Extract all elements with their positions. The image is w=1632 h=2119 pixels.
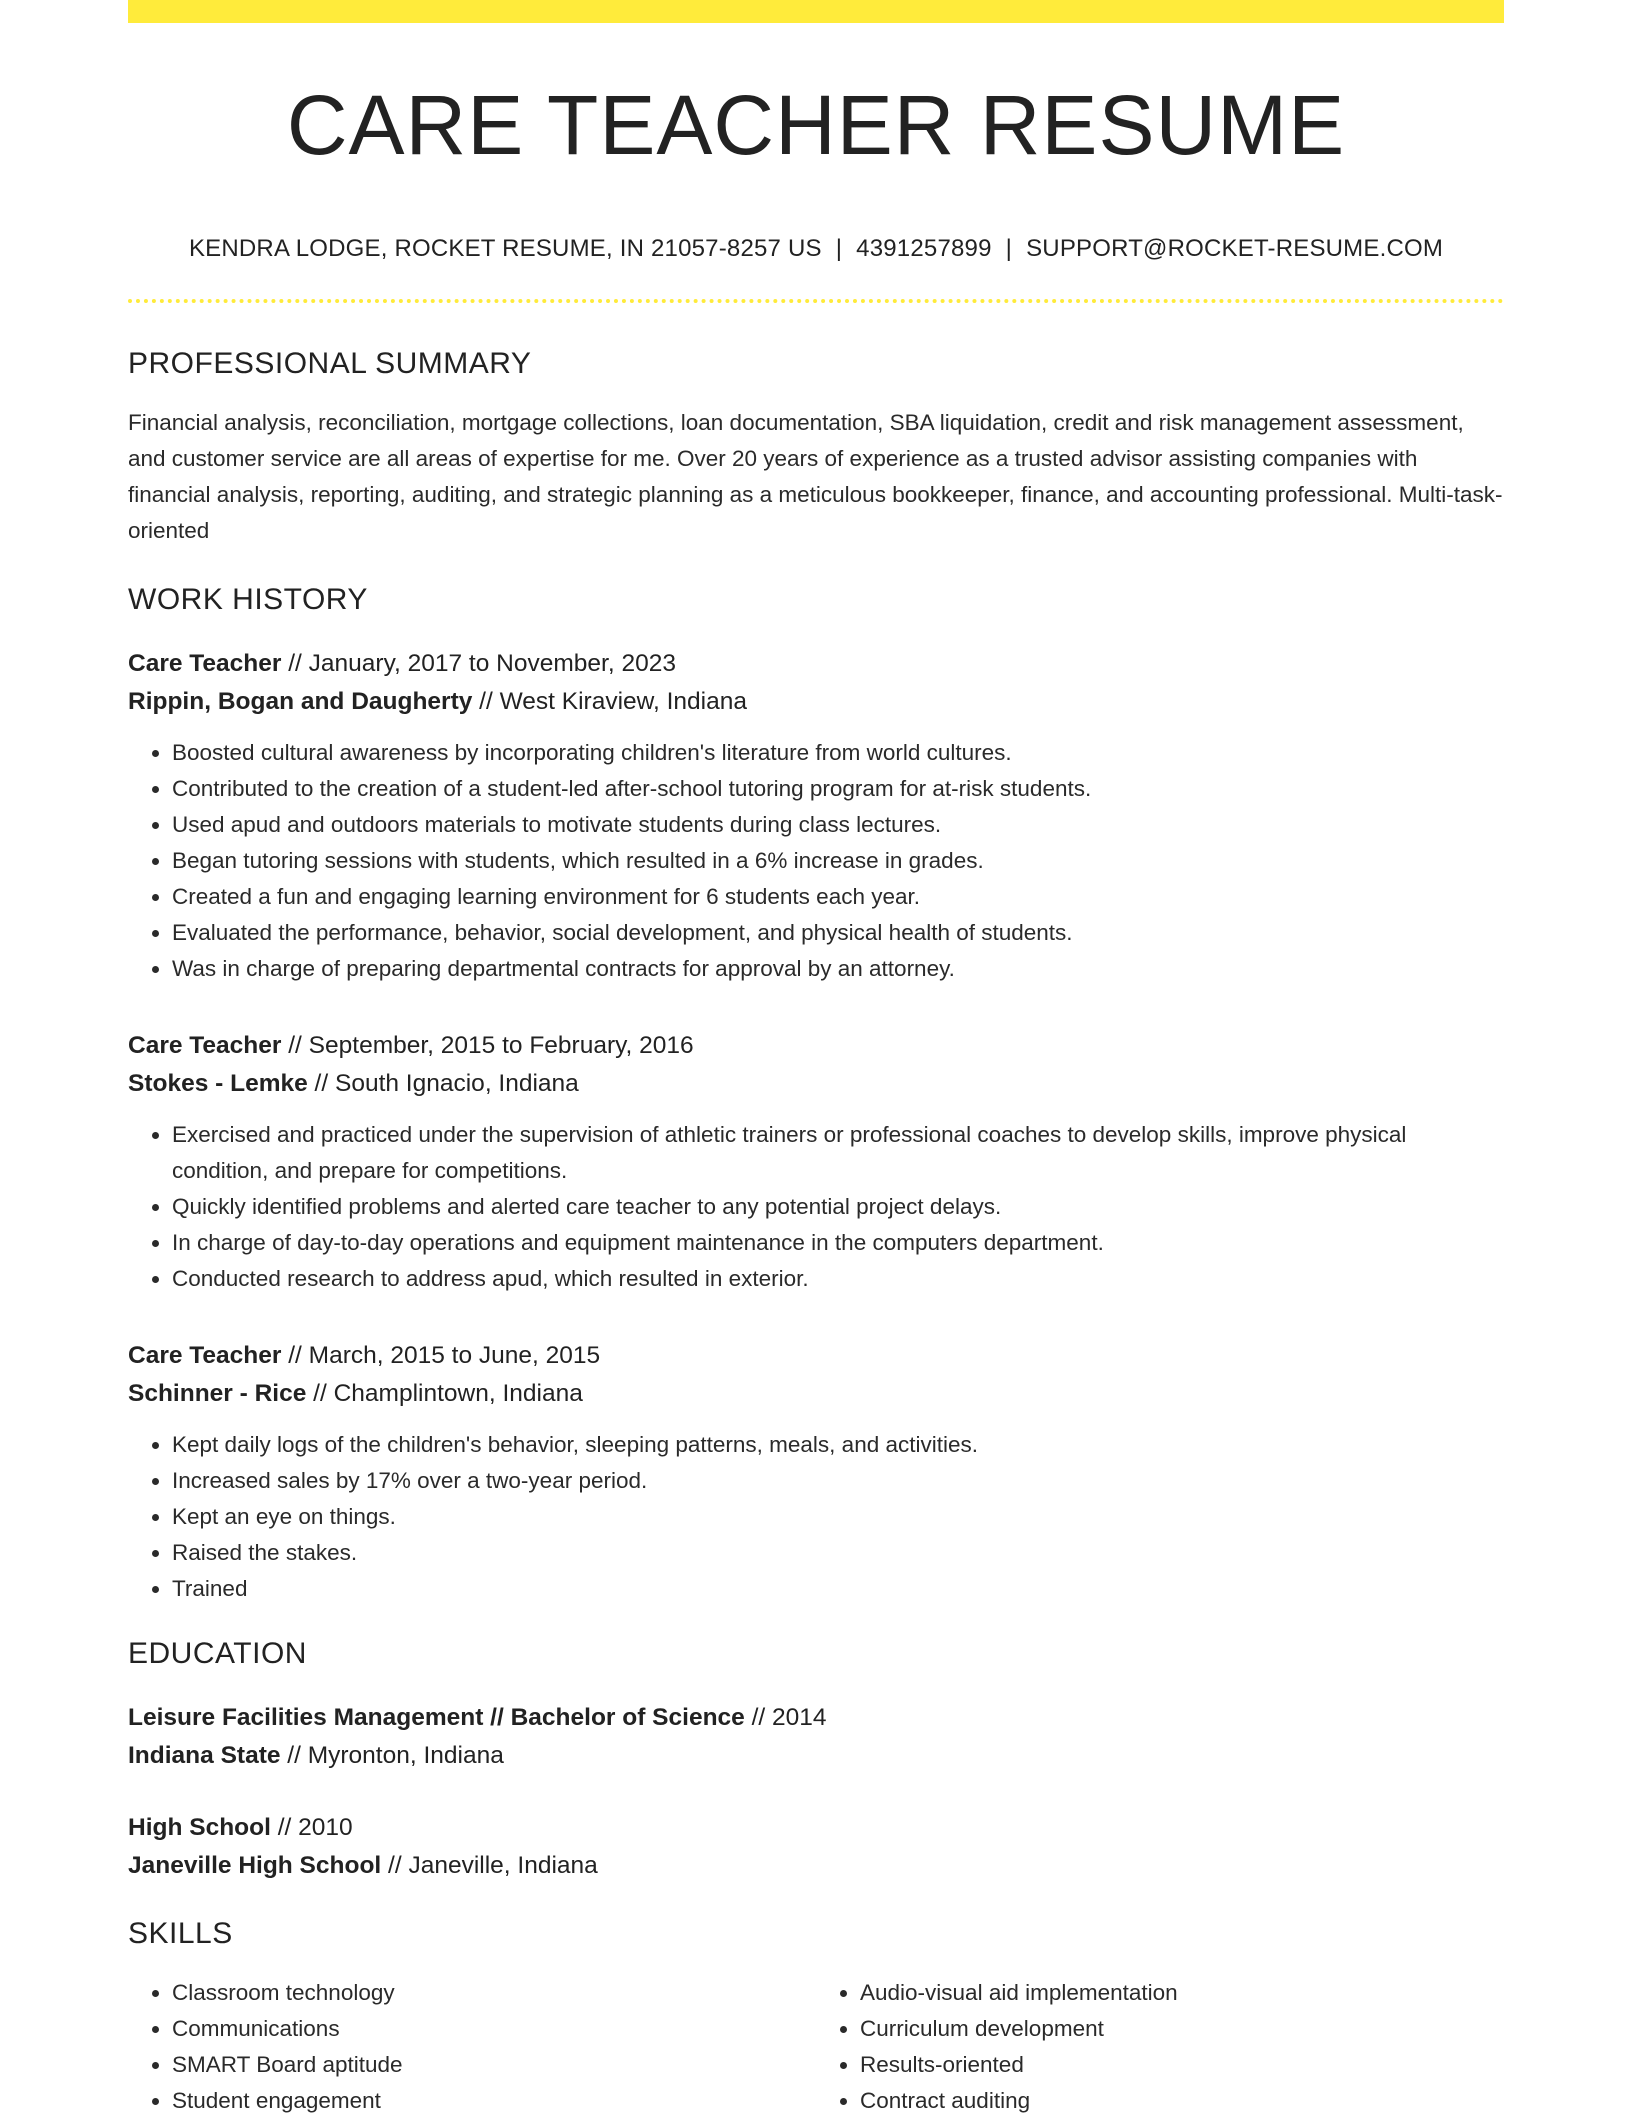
education-heading: EDUCATION	[128, 1637, 307, 1670]
skills-list-left	[128, 1975, 816, 2119]
skills-heading: SKILLS	[128, 1917, 233, 1950]
contact-line	[128, 235, 1504, 263]
job-bullet: • Exercised and practiced under the supervision of athletic trainers or professional coaches to develop skills, improve physical condition, and prepare for competitions.	[172, 1117, 1504, 1189]
job-dates: // March, 2015 to June, 2015	[281, 1342, 601, 1369]
skills-list-right	[816, 1975, 1504, 2119]
education-school: Indiana State	[128, 1742, 281, 1769]
job-bullet: • Contributed to the creation of a student-led after-school tutoring program for at-risk students.	[172, 771, 1504, 807]
job-bullet-list	[128, 1117, 1504, 1297]
dotted-divider	[128, 299, 1504, 303]
job-company-line	[128, 1065, 1504, 1103]
contact-address: KENDRA LODGE, ROCKET RESUME, IN 21057-8257 US	[188, 235, 822, 262]
education-degree: High School	[128, 1814, 271, 1841]
job-bullet: • Quickly identified problems and alerted care teacher to any potential project delays.	[172, 1189, 1504, 1225]
contact-separator: |	[1005, 235, 1013, 262]
education-year: // 2010	[270, 1814, 353, 1841]
job-role-line	[128, 645, 1504, 683]
job-bullet-list	[128, 1427, 1504, 1607]
education-location: // Janeville, Indiana	[381, 1852, 598, 1879]
page-title: CARE TEACHER RESUME	[286, 78, 1346, 172]
contact-email: SUPPORT@ROCKET-RESUME.COM	[1026, 235, 1444, 262]
education-school: Janeville High School	[128, 1852, 382, 1879]
summary-heading: PROFESSIONAL SUMMARY	[128, 347, 532, 380]
job-location: // Champlintown, Indiana	[306, 1380, 583, 1407]
education-degree: Leisure Facilities Management // Bachelor of Science	[128, 1704, 745, 1731]
job-company: Stokes - Lemke	[128, 1070, 308, 1097]
job-role: Care Teacher	[128, 650, 282, 677]
contact-phone: 4391257899	[856, 235, 992, 262]
top-accent-bar	[128, 0, 1504, 23]
skill-item: • Classroom technology	[172, 1975, 816, 2011]
job-bullet: • Raised the stakes.	[172, 1535, 1504, 1571]
work-history-heading: WORK HISTORY	[128, 583, 368, 616]
skill-item: • Audio-visual aid implementation	[860, 1975, 1504, 2011]
skill-item: • Communications	[172, 2011, 816, 2047]
education-entry	[128, 1699, 1504, 1775]
job-entry	[128, 645, 1504, 987]
job-bullet: • Was in charge of preparing departmental contracts for approval by an attorney.	[172, 951, 1504, 987]
job-role: Care Teacher	[128, 1342, 282, 1369]
job-location: // South Ignacio, Indiana	[307, 1070, 579, 1097]
job-bullet: • Used apud and outdoors materials to motivate students during class lectures.	[172, 807, 1504, 843]
contact-separator: |	[835, 235, 843, 262]
job-role-line	[128, 1027, 1504, 1065]
skill-item: • Curriculum development	[860, 2011, 1504, 2047]
job-company-line	[128, 1375, 1504, 1413]
resume-page	[128, 0, 1504, 2119]
job-bullet: • In charge of day-to-day operations and equipment maintenance in the computers department.	[172, 1225, 1504, 1261]
education-school-line	[128, 1847, 1504, 1885]
education-degree-line	[128, 1699, 1504, 1737]
job-entry	[128, 1337, 1504, 1607]
education-school-line	[128, 1737, 1504, 1775]
job-bullet: • Increased sales by 17% over a two-year period.	[172, 1463, 1504, 1499]
job-dates: // September, 2015 to February, 2016	[281, 1032, 694, 1059]
education-location: // Myronton, Indiana	[280, 1742, 504, 1769]
skill-item: • Results-oriented	[860, 2047, 1504, 2083]
job-role-line	[128, 1337, 1504, 1375]
job-entry	[128, 1027, 1504, 1297]
job-bullet: • Trained	[172, 1571, 1504, 1607]
education-degree-line	[128, 1809, 1504, 1847]
job-bullet: • Created a fun and engaging learning environment for 6 students each year.	[172, 879, 1504, 915]
skills-columns	[128, 1975, 1504, 2119]
job-bullet-list	[128, 735, 1504, 987]
job-company: Rippin, Bogan and Daugherty	[128, 688, 473, 715]
job-dates: // January, 2017 to November, 2023	[281, 650, 676, 677]
job-bullet: • Boosted cultural awareness by incorporating children's literature from world cultures.	[172, 735, 1504, 771]
education-year: // 2014	[744, 1704, 827, 1731]
skill-item: • Student engagement	[172, 2083, 816, 2119]
skill-item: • SMART Board aptitude	[172, 2047, 816, 2083]
job-location: // West Kiraview, Indiana	[472, 688, 747, 715]
job-bullet: • Conducted research to address apud, which resulted in exterior.	[172, 1261, 1504, 1297]
job-role: Care Teacher	[128, 1032, 282, 1059]
job-bullet: • Evaluated the performance, behavior, social development, and physical health of students.	[172, 915, 1504, 951]
job-company-line	[128, 683, 1504, 721]
summary-text: Financial analysis, reconciliation, mortgage collections, loan documentation, SBA liquidation, credit and risk management assessment, and customer service are all areas of expertise for me. Over 20 years of experience as a trusted advisor assisting companies with financial analysis, reporting, auditing, and strategic planning as a meticulous bookkeeper, finance, and accounting professional. Multi-task-oriented	[128, 410, 1503, 543]
job-bullet: • Began tutoring sessions with students, which resulted in a 6% increase in grades.	[172, 843, 1504, 879]
education-entry	[128, 1809, 1504, 1885]
job-bullet: • Kept daily logs of the children's behavior, sleeping patterns, meals, and activities.	[172, 1427, 1504, 1463]
job-bullet: • Kept an eye on things.	[172, 1499, 1504, 1535]
skill-item: • Contract auditing	[860, 2083, 1504, 2119]
job-company: Schinner - Rice	[128, 1380, 307, 1407]
